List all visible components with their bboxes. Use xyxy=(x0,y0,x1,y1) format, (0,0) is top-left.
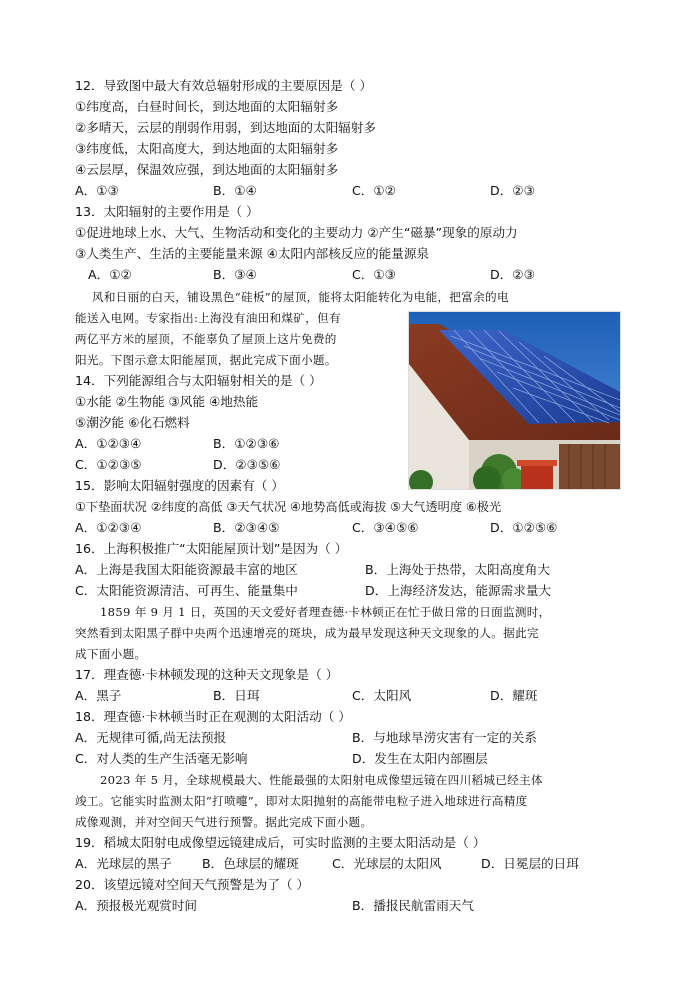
question-12-stem: 12．导致图中最大有效总辐射形成的主要原因是（ ） xyxy=(75,78,373,93)
passage-3-line-1: 2023 年 5 月，全球规模最大、性能最强的太阳射电成像望远镜在四川稻城已经主体 xyxy=(100,773,543,787)
question-18-option-b: B．与地球旱涝灾害有一定的关系 xyxy=(352,730,537,745)
question-17-option-c: C．太阳风 xyxy=(352,688,412,703)
passage-3-line-3: 成像观测，并对空间天气进行预警。据此完成下面小题。 xyxy=(75,815,373,829)
question-14-items-line-1: ①水能 ②生物能 ③风能 ④地热能 xyxy=(75,394,259,409)
question-20-option-b: B．播报民航雷雨天气 xyxy=(352,898,474,913)
passage-2-line-2: 突然看到太阳黑子群中央两个迅速增亮的斑块，成为最早发现这种天文现象的人。据此完 xyxy=(75,626,539,640)
question-14-option-d: D．②③⑤⑥ xyxy=(213,457,281,472)
question-13-option-a: A．①② xyxy=(88,267,132,282)
question-15-option-c: C．③④⑤⑥ xyxy=(352,520,419,535)
question-17-stem: 17．理查德·卡林顿发现的这种天文现象是（ ） xyxy=(75,667,339,682)
question-13-items-line-1: ①促进地球上水、大气、生物活动和变化的主要动力 ②产生“磁暴”现象的原动力 xyxy=(75,225,518,240)
question-16-option-b: B．上海处于热带，太阳高度角大 xyxy=(365,562,550,577)
question-18-option-c: C．对人类的生产生活毫无影响 xyxy=(75,751,248,766)
passage-2-line-1: 1859 年 9 月 1 日，英国的天文爱好者理查德·卡林顿正在忙于做日常的日面监测时， xyxy=(100,605,551,619)
question-14-option-c: C．①②③⑤ xyxy=(75,457,142,472)
question-12-item-1: ①纬度高，白昼时间长，到达地面的太阳辐射多 xyxy=(75,99,339,114)
passage-1-line-4: 阳光。下图示意太阳能屋顶，据此完成下面小题。 xyxy=(75,353,337,367)
question-16-option-a: A．上海是我国太阳能资源最丰富的地区 xyxy=(75,562,298,577)
question-14-option-a: A．①②③④ xyxy=(75,436,142,451)
question-17-option-b: B．日珥 xyxy=(213,688,260,703)
question-16-option-c: C．太阳能资源清洁、可再生、能量集中 xyxy=(75,583,298,598)
passage-2-line-3: 成下面小题。 xyxy=(75,647,147,661)
passage-3-line-2: 竣工。它能实时监测太阳“打喷嚏”，即对太阳抛射的高能带电粒子进入地球进行高精度 xyxy=(75,794,528,808)
question-12-item-3: ③纬度低，太阳高度大，到达地面的太阳辐射多 xyxy=(75,141,339,156)
question-12-option-d: D．②③ xyxy=(490,183,535,198)
question-13-stem: 13．太阳辐射的主要作用是（ ） xyxy=(75,204,259,219)
passage-1-line-1: 风和日丽的白天，铺设黑色“硅板”的屋顶，能将太阳能转化为电能，把富余的电 xyxy=(92,290,509,304)
question-15-items: ①下垫面状况 ②纬度的高低 ③天气状况 ④地势高低或海拔 ⑤大气透明度 ⑥极光 xyxy=(75,500,502,514)
question-15-option-b: B．②③④⑤ xyxy=(213,520,280,535)
question-17-option-d: D．耀斑 xyxy=(490,688,538,703)
question-13-option-c: C．①③ xyxy=(352,267,396,282)
question-19-option-a: A．光球层的黑子 xyxy=(75,856,172,871)
question-14-option-b: B．①②③⑥ xyxy=(213,436,280,451)
question-13-items-line-2: ③人类生产、生活的主要能量来源 ④太阳内部核反应的能量源泉 xyxy=(75,246,430,261)
question-12-option-c: C．①② xyxy=(352,183,396,198)
question-15-option-a: A．①②③④ xyxy=(75,520,142,535)
question-13-option-b: B．③④ xyxy=(213,267,257,282)
question-19-option-b: B．色球层的耀斑 xyxy=(202,856,299,871)
question-12-item-2: ②多晴天，云层的削弱作用弱，到达地面的太阳辐射多 xyxy=(75,120,376,135)
question-18-stem: 18．理查德·卡林顿当时正在观测的太阳活动（ ） xyxy=(75,709,351,724)
passage-1-line-3: 两亿平方米的屋顶，不能辜负了屋顶上这片免费的 xyxy=(75,332,337,346)
question-15-stem: 15．影响太阳辐射强度的因素有（ ） xyxy=(75,478,284,493)
question-20-option-a: A．预报极光观赏时间 xyxy=(75,898,197,913)
question-20-stem: 20．该望远镜对空间天气预警是为了（ ） xyxy=(75,877,310,892)
question-12-option-a: A．①③ xyxy=(75,183,119,198)
question-17-option-a: A．黑子 xyxy=(75,688,122,703)
question-15-option-d: D．①②⑤⑥ xyxy=(490,520,558,535)
question-12-option-b: B．①④ xyxy=(213,183,257,198)
question-16-option-d: D．上海经济发达，能源需求量大 xyxy=(365,583,552,598)
question-14-stem: 14．下列能源组合与太阳辐射相关的是（ ） xyxy=(75,373,322,388)
question-13-option-d: D．②③ xyxy=(490,267,535,282)
question-19-option-d: D．日冕层的日珥 xyxy=(481,856,579,871)
solar-roof-photo xyxy=(408,311,621,490)
passage-1-line-2: 能送入电网。专家指出:上海没有油田和煤矿，但有 xyxy=(75,311,341,325)
question-14-items-line-2: ⑤潮汐能 ⑥化石燃料 xyxy=(75,415,190,430)
question-19-stem: 19．稻城太阳射电成像望远镜建成后，可实时监测的主要太阳活动是（ ） xyxy=(75,835,486,850)
question-19-option-c: C．光球层的太阳风 xyxy=(332,856,442,871)
question-18-option-d: D．发生在太阳内部圈层 xyxy=(352,751,488,766)
question-12-item-4: ④云层厚，保温效应强，到达地面的太阳辐射多 xyxy=(75,162,339,177)
question-16-stem: 16．上海积极推广“太阳能屋顶计划”是因为（ ） xyxy=(75,541,348,556)
question-18-option-a: A．无规律可循,尚无法预报 xyxy=(75,730,227,745)
